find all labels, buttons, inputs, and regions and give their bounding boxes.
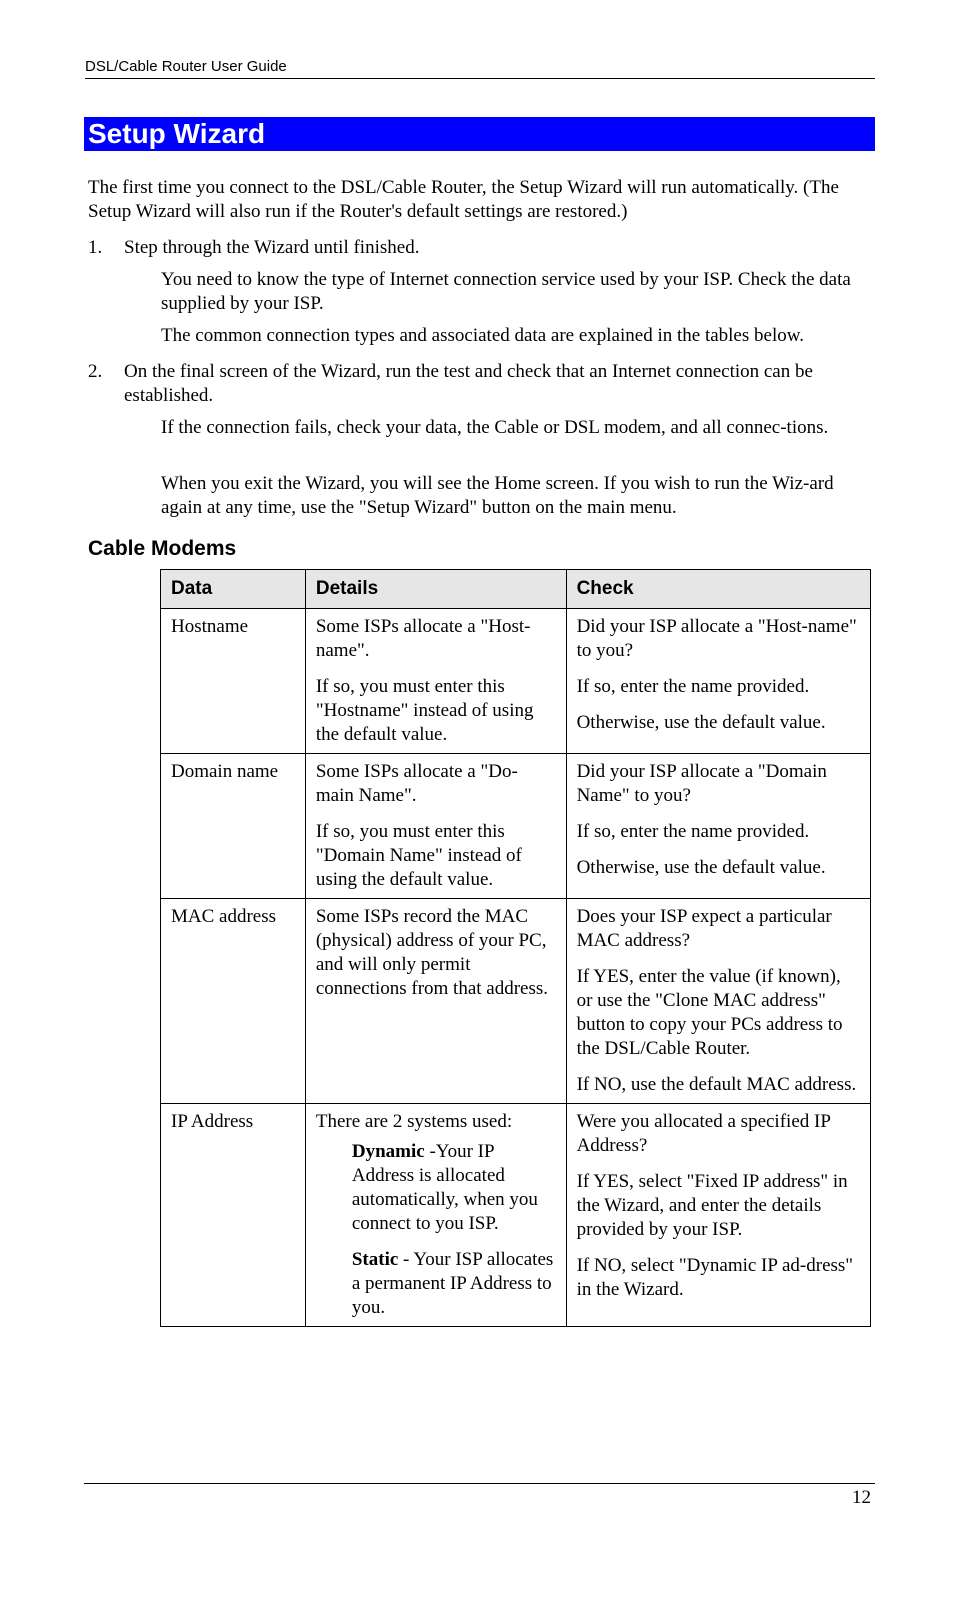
footer-rule [84,1483,875,1484]
system-dynamic [352,1140,556,1236]
details-paragraph: Some ISPs record the MAC (physical) address of your PC, and will only permit connections from that address. [315,906,549,999]
details-paragraph: There are 2 systems used: [315,1111,513,1132]
step-1-note-1: You need to know the type of Internet connection service used by your ISP. Check the data supplied by your ISP. [161,269,851,314]
step-2-note-2: When you exit the Wizard, you will see the Home screen. If you wish to run the Wiz-ard again at any time, use the "Setup Wizard" button on the main menu. [161,473,834,518]
check-paragraph: If NO, use the default MAC address. [576,1074,857,1095]
data-cell: MAC address [161,899,306,1104]
details-paragraph: If so, you must enter this "Domain Name" instead of using the default value. [315,821,522,890]
step-2-note-1: If the connection fails, check your data, the Cable or DSL modem, and all connec-tions. [161,417,829,438]
table-row [161,899,871,1104]
check-cell [566,899,870,1104]
system-name: Dynamic [351,1141,425,1162]
step-number: 1. [88,237,103,258]
cable-modems-table [160,569,871,1327]
cable-modems-heading: Cable Modems [88,537,237,560]
details-cell [305,899,566,1104]
system-name: Static [351,1249,399,1270]
data-cell: IP Address [161,1104,306,1327]
step-number: 2. [88,361,103,382]
table-row [161,1104,871,1327]
intro-paragraph: The first time you connect to the DSL/Cable Router, the Setup Wizard will run automatically. (The Setup Wizard will also run if the Router's default settings are restored.) [88,177,839,222]
check-paragraph: If so, enter the name provided. [576,676,810,697]
details-cell [305,1104,566,1327]
check-paragraph: Otherwise, use the default value. [576,857,826,878]
check-cell [566,754,870,899]
details-cell [305,609,566,754]
table-row [161,754,871,899]
details-paragraph: Some ISPs allocate a "Host-name". [315,616,531,661]
check-paragraph: Otherwise, use the default value. [576,712,826,733]
section-title: Setup Wizard [84,117,875,151]
column-header: Details [305,570,566,609]
table-row [161,609,871,754]
system-desc: -Your IP Address is allocated automatically, when you connect to you ISP. [351,1141,538,1234]
data-cell: Domain name [161,754,306,899]
running-header: DSL/Cable Router User Guide [85,58,875,79]
details-paragraph: If so, you must enter this "Hostname" instead of using the default value. [315,676,534,745]
page-number: 12 [852,1487,871,1508]
step-1-note-2: The common connection types and associated data are explained in the tables below. [161,325,804,346]
check-paragraph: If so, enter the name provided. [576,821,810,842]
check-paragraph: Did your ISP allocate a "Host-name" to you? [576,616,857,661]
check-paragraph: Were you allocated a specified IP Address? [576,1111,831,1156]
check-paragraph: Did your ISP allocate a "Domain Name" to you? [576,761,827,806]
check-paragraph: If YES, enter the value (if known), or use the "Clone MAC address" button to copy your PCs address to the DSL/Cable Router. [576,966,843,1059]
check-paragraph: If YES, select "Fixed IP address" in the Wizard, and enter the details provided by your ISP. [576,1171,848,1240]
details-cell [305,754,566,899]
step-text: Step through the Wizard until finished. [124,237,420,258]
column-header: Data [161,570,306,609]
data-cell: Hostname [161,609,306,754]
system-desc: - Your ISP allocates a permanent IP Address to you. [351,1249,554,1318]
table-header-row [161,570,871,609]
check-paragraph: Does your ISP expect a particular MAC address? [576,906,832,951]
system-static [352,1248,556,1320]
check-paragraph: If NO, select "Dynamic IP ad-dress" in the Wizard. [576,1255,854,1300]
check-cell [566,609,870,754]
details-paragraph: Some ISPs allocate a "Do-main Name". [315,761,518,806]
step-text: On the final screen of the Wizard, run the test and check that an Internet connection can be established. [124,361,813,406]
column-header: Check [566,570,870,609]
check-cell [566,1104,870,1327]
